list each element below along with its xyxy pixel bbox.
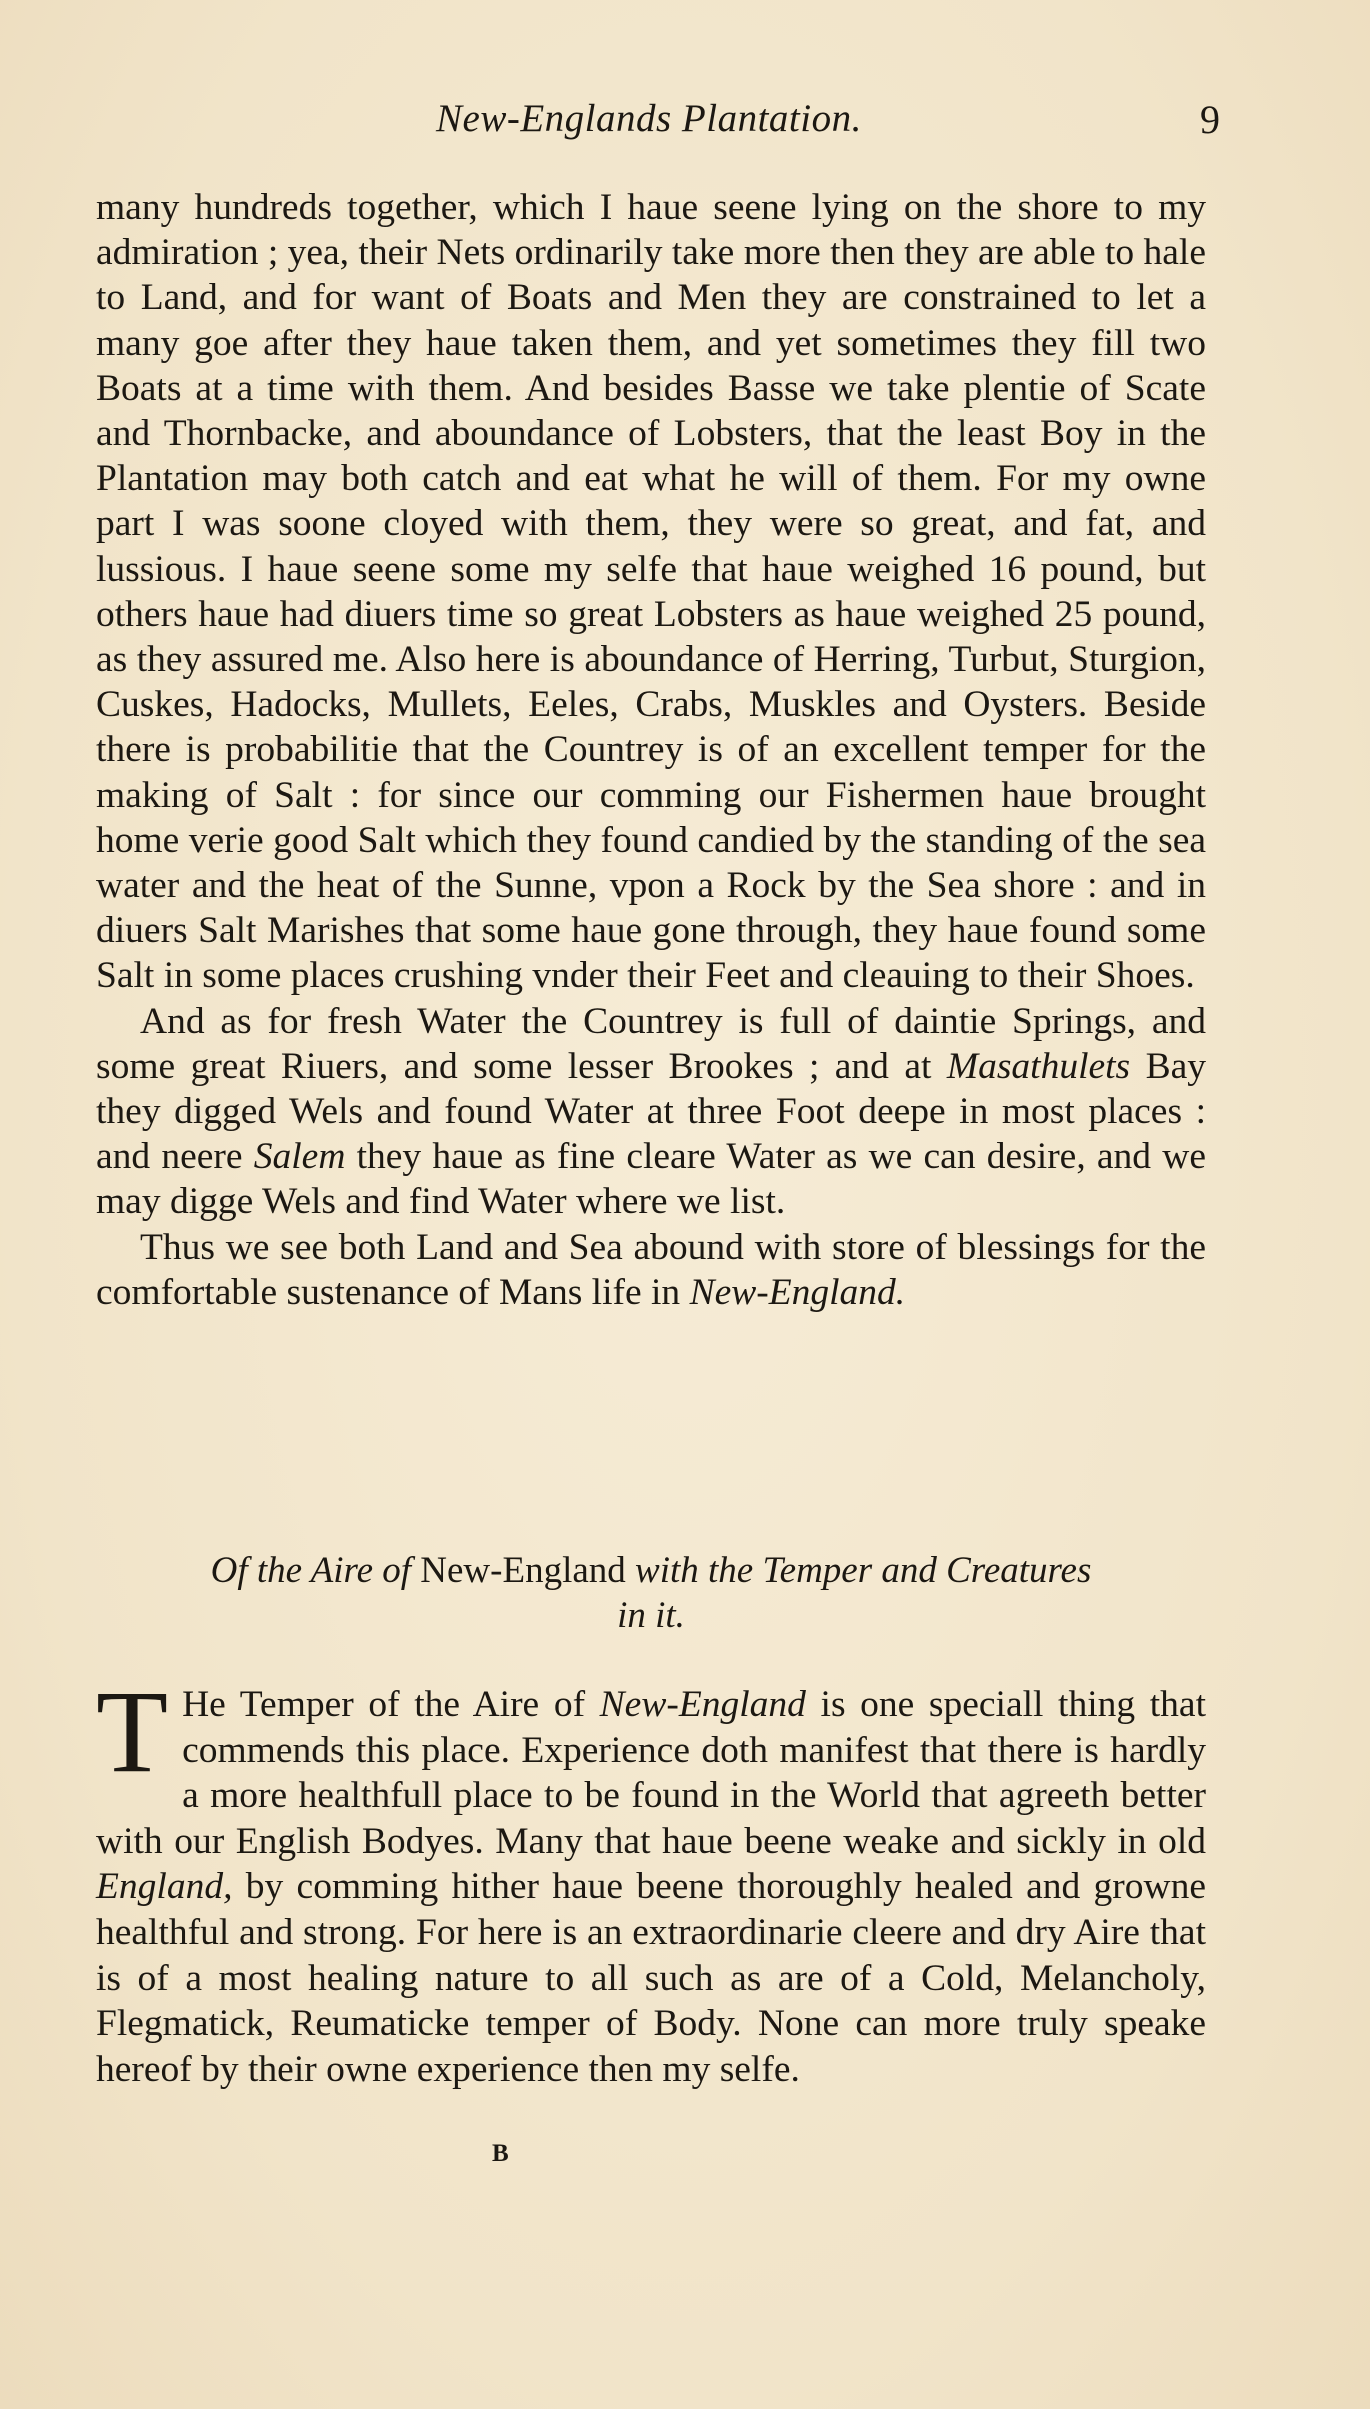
body-text: [96, 185, 1206, 1315]
section-heading-line2: in it.: [617, 1595, 685, 1636]
italic-text: Salem: [253, 1136, 346, 1178]
italic-text: England,: [96, 1866, 233, 1908]
paragraph: [96, 999, 1206, 1225]
section-heading-line1: [211, 1550, 1092, 1591]
italic-text: New-England.: [689, 1271, 906, 1313]
text-segment: Bay they digged Wels and found Water at three Foot deepe in most places : and neere: [96, 1045, 1206, 1178]
text-segment: He Temper of the Aire of: [182, 1684, 600, 1725]
italic-text: with the Temper and Creatures: [625, 1550, 1092, 1591]
section-heading: [96, 1548, 1206, 1638]
italic-text: Of the Aire of: [210, 1550, 421, 1591]
page-number: 9: [1200, 97, 1220, 142]
text-segment: they haue as fine cleare Water as we can desire, and we may digge Wels and find Water where we list.: [96, 1136, 1206, 1223]
signature-mark: B: [492, 2140, 509, 2167]
text-segment: many hundreds together, which I haue seene lying on the shore to my admiration ; yea, their Nets ordinarily take more then they are able to hale to Land, and for want of Boats and Men they are constrained to let a many goe after they haue taken them, and yet sometimes they fill two Boats at a time with them. And besides Basse we take plentie of Scate and Thornbacke, and aboundance of Lobsters, that the least Boy in the Plantation may both catch and eat what he will of them. For my owne part I was soone cloyed with them, they were so great, and fat, and lussious. I haue seene some my selfe that haue weighed 16 pound, but others haue had diuers time so great Lobsters as haue weighed 25 pound, as they assured me. Also here is aboundance of Herring, Turbut, Sturgion, Cuskes, Hadocks, Mullets, Eeles, Crabs, Muskles and Oysters. Beside there is probabilitie that the Countrey is of an excellent temper for the making of Salt : for since our comming our Fishermen haue brought home verie good Salt which they found candied by the standing of the sea water and the heat of the Sunne, vpon a Rock by the Sea shore : and in diuers Salt Marishes that some haue gone through, they haue found some Salt in some places crushing vnder their Feet and cleauing to their Shoes.: [96, 187, 1206, 997]
text-segment: New-England: [420, 1550, 626, 1591]
paragraph: [96, 185, 1206, 999]
italic-text: Masathulets: [946, 1045, 1131, 1087]
running-head-title: New-Englands Plantation.: [436, 97, 862, 140]
text-segment: Thus we see both Land and Sea abound with store of blessings for the comfortable sustenance of Mans life in: [96, 1226, 1206, 1313]
section-paragraph: [96, 1666, 1206, 2092]
text-segment: by comming hither haue beene thoroughly healed and growne healthful and strong. For here is an extraordinarie cleere and dry Aire that is of a most healing nature to all such as are of a Cold, Melancholy, Flegmatick, Reumaticke temper of Body. None can more truly speake hereof by their owne experience then my selfe.: [96, 1866, 1206, 2090]
text-segment: And as for fresh Water the Countrey is full of daintie Springs, and some great Riuers, and some lesser Brookes ; and at: [96, 1000, 1206, 1087]
text-segment: is one speciall thing that commends this place. Experience doth manifest that there is hardly a more healthfull place to be found in the World that agreeth better with our English Bodyes. Many that haue beene weake and sickly in old: [96, 1684, 1206, 1862]
drop-cap: T: [96, 1666, 169, 1797]
section-text: [96, 1666, 1206, 2090]
running-head: [96, 96, 1220, 156]
italic-text: New-England: [599, 1684, 806, 1725]
paragraph: [96, 1225, 1206, 1315]
